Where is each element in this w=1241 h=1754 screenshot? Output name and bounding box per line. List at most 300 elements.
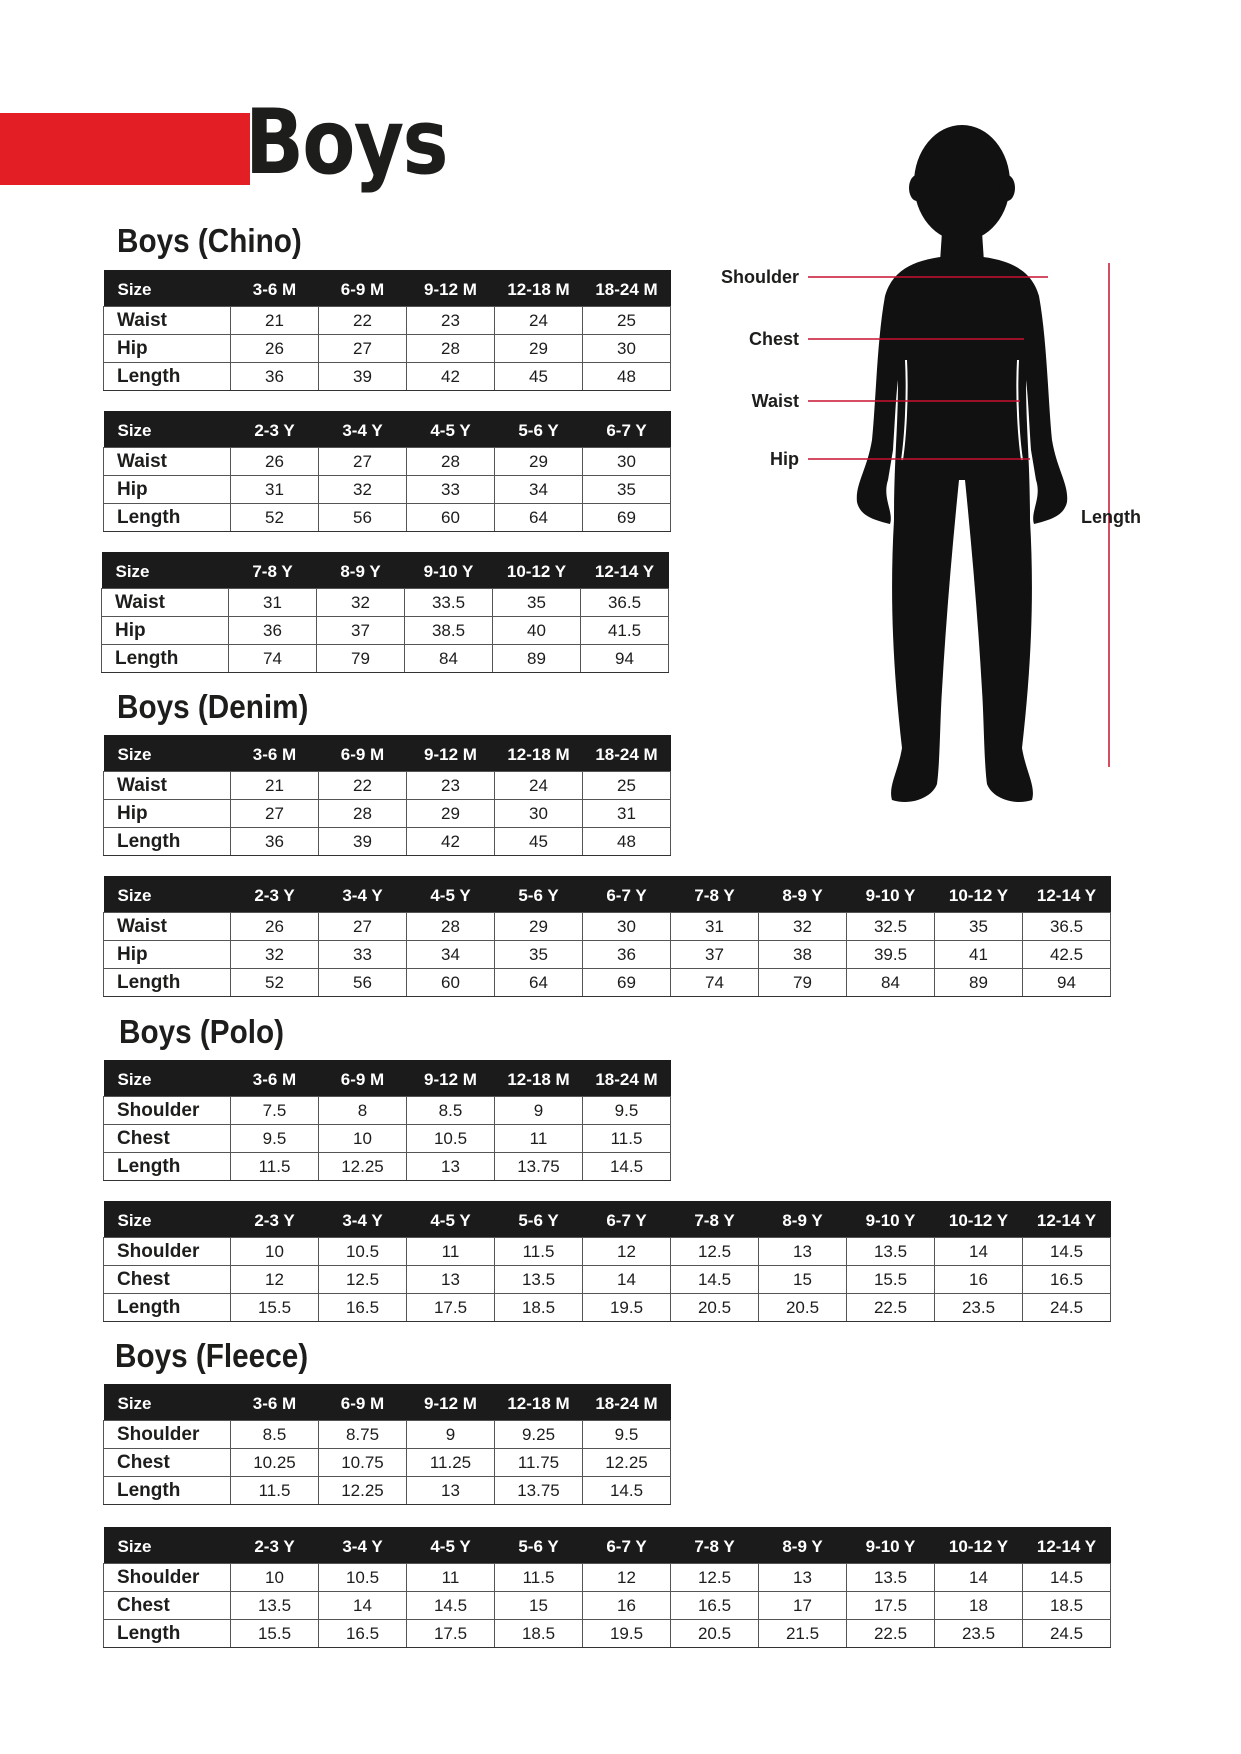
table-cell: 11 <box>495 1125 583 1153</box>
table-cell: 14.5 <box>583 1477 671 1505</box>
table-header-row <box>104 1201 1111 1238</box>
size-header: 6-7 Y <box>583 411 671 448</box>
table-cell: 16.5 <box>671 1592 759 1620</box>
table-cell: 13.5 <box>495 1266 583 1294</box>
table-cell: 12.25 <box>319 1153 407 1181</box>
table-cell: 21 <box>231 307 319 335</box>
size-header: 7-8 Y <box>229 552 317 589</box>
table-row <box>104 1592 1111 1620</box>
table-cell: 35 <box>493 589 581 617</box>
table-cell: 32.5 <box>847 913 935 941</box>
size-header: 9-10 Y <box>405 552 493 589</box>
table-cell: 15.5 <box>847 1266 935 1294</box>
table-cell: 19.5 <box>583 1294 671 1322</box>
table-cell: 26 <box>231 335 319 363</box>
size-table <box>103 876 1111 997</box>
table-cell: 11.5 <box>231 1477 319 1505</box>
table-cell: 41 <box>935 941 1023 969</box>
table-cell: 31 <box>671 913 759 941</box>
size-header-label: Size <box>104 1527 231 1564</box>
table-cell: 28 <box>319 800 407 828</box>
row-label: Length <box>104 1477 231 1505</box>
table-cell: 32 <box>319 476 407 504</box>
size-header: 7-8 Y <box>671 1201 759 1238</box>
hip-label: Hip <box>770 449 799 469</box>
table-cell: 27 <box>319 913 407 941</box>
size-header: 6-9 M <box>319 1384 407 1421</box>
size-header: 3-6 M <box>231 1384 319 1421</box>
table-cell: 36 <box>231 363 319 391</box>
table-cell: 40 <box>493 617 581 645</box>
body-measurement-figure <box>0 0 1241 820</box>
table-cell: 13 <box>759 1238 847 1266</box>
table-cell: 84 <box>405 645 493 673</box>
table-header-row <box>104 1384 671 1421</box>
size-header-label: Size <box>104 1384 231 1421</box>
page-title: Boys <box>245 90 447 195</box>
row-label: Length <box>104 1620 231 1648</box>
table-cell: 14.5 <box>407 1592 495 1620</box>
table-cell: 30 <box>583 335 671 363</box>
table-cell: 52 <box>231 969 319 997</box>
row-label: Chest <box>104 1592 231 1620</box>
table-cell: 13.75 <box>495 1477 583 1505</box>
size-header: 10-12 Y <box>935 1201 1023 1238</box>
table-cell: 12.5 <box>671 1238 759 1266</box>
size-header: 12-18 M <box>495 1384 583 1421</box>
table-cell: 16 <box>935 1266 1023 1294</box>
table-cell: 9.5 <box>583 1097 671 1125</box>
section-title-denim: Boys (Denim) <box>117 688 309 725</box>
table-cell: 9.5 <box>231 1125 319 1153</box>
size-header-label: Size <box>104 411 231 448</box>
size-header: 8-9 Y <box>759 876 847 913</box>
table-cell: 45 <box>495 828 583 856</box>
table-header-row <box>104 876 1111 913</box>
size-header: 18-24 M <box>583 1384 671 1421</box>
table-cell: 27 <box>319 335 407 363</box>
size-table <box>103 1201 1111 1322</box>
size-header: 10-12 Y <box>935 876 1023 913</box>
table-cell: 14.5 <box>1023 1238 1111 1266</box>
size-header: 12-18 M <box>495 1060 583 1097</box>
size-header-label: Size <box>104 876 231 913</box>
table-cell: 36 <box>231 828 319 856</box>
size-header: 3-4 Y <box>319 411 407 448</box>
row-label: Shoulder <box>104 1421 231 1449</box>
size-header: 9-12 M <box>407 270 495 307</box>
row-label: Length <box>104 1153 231 1181</box>
table-header-row <box>104 1060 671 1097</box>
size-header-label: Size <box>104 735 231 772</box>
table-cell: 13.5 <box>847 1238 935 1266</box>
table-cell: 7.5 <box>231 1097 319 1125</box>
row-label: Shoulder <box>104 1097 231 1125</box>
size-header: 3-6 M <box>231 1060 319 1097</box>
chest-label: Chest <box>748 329 799 349</box>
table-cell: 29 <box>407 800 495 828</box>
table-cell: 45 <box>495 363 583 391</box>
table-cell: 21 <box>231 772 319 800</box>
table-cell: 20.5 <box>671 1620 759 1648</box>
table-cell: 15.5 <box>231 1294 319 1322</box>
table-cell: 15 <box>495 1592 583 1620</box>
table-cell: 13 <box>407 1477 495 1505</box>
table-cell: 12.25 <box>319 1477 407 1505</box>
table-cell: 37 <box>317 617 405 645</box>
size-header: 2-3 Y <box>231 411 319 448</box>
size-header-label: Size <box>104 270 231 307</box>
length-label: Length <box>1081 507 1141 527</box>
table-cell: 39.5 <box>847 941 935 969</box>
table-cell: 25 <box>583 307 671 335</box>
table-cell: 18 <box>935 1592 1023 1620</box>
table-cell: 14.5 <box>671 1266 759 1294</box>
table-cell: 42.5 <box>1023 941 1111 969</box>
table-cell: 15 <box>759 1266 847 1294</box>
child-silhouette <box>857 125 1067 802</box>
row-label: Waist <box>102 589 229 617</box>
size-header: 3-4 Y <box>319 1527 407 1564</box>
size-header: 3-4 Y <box>319 876 407 913</box>
table-cell: 14.5 <box>583 1153 671 1181</box>
size-header: 4-5 Y <box>407 1527 495 1564</box>
table-row <box>104 969 1111 997</box>
table-cell: 8.5 <box>407 1097 495 1125</box>
table-cell: 12 <box>583 1564 671 1592</box>
table-row <box>104 1238 1111 1266</box>
table-cell: 23 <box>407 307 495 335</box>
table-cell: 18.5 <box>495 1620 583 1648</box>
table-row <box>104 1620 1111 1648</box>
row-label: Length <box>102 645 229 673</box>
table-cell: 17.5 <box>407 1294 495 1322</box>
table-cell: 29 <box>495 335 583 363</box>
row-label: Waist <box>104 913 231 941</box>
table-row <box>104 1097 671 1125</box>
size-header: 4-5 Y <box>407 876 495 913</box>
table-cell: 69 <box>583 969 671 997</box>
table-cell: 48 <box>583 828 671 856</box>
row-label: Shoulder <box>104 1564 231 1592</box>
size-header: 12-14 Y <box>1023 1201 1111 1238</box>
size-header: 18-24 M <box>583 1060 671 1097</box>
size-header: 4-5 Y <box>407 411 495 448</box>
table-cell: 13.5 <box>847 1564 935 1592</box>
shoulder-label: Shoulder <box>720 267 799 287</box>
size-header: 18-24 M <box>583 270 671 307</box>
table-cell: 33 <box>407 476 495 504</box>
table-cell: 32 <box>317 589 405 617</box>
table-cell: 29 <box>495 448 583 476</box>
table-cell: 36.5 <box>581 589 669 617</box>
size-header: 5-6 Y <box>495 876 583 913</box>
size-header: 6-7 Y <box>583 876 671 913</box>
table-row <box>104 913 1111 941</box>
table-cell: 18.5 <box>495 1294 583 1322</box>
table-cell: 24.5 <box>1023 1620 1111 1648</box>
size-header: 9-10 Y <box>847 876 935 913</box>
table-cell: 34 <box>407 941 495 969</box>
row-label: Hip <box>104 335 231 363</box>
table-row <box>104 941 1111 969</box>
table-cell: 33 <box>319 941 407 969</box>
table-row <box>104 1564 1111 1592</box>
table-cell: 39 <box>319 828 407 856</box>
measurement-lines <box>808 263 1109 767</box>
table-cell: 23.5 <box>935 1620 1023 1648</box>
table-cell: 19.5 <box>583 1620 671 1648</box>
size-table <box>103 1527 1111 1648</box>
table-cell: 25 <box>583 772 671 800</box>
table-cell: 10.75 <box>319 1449 407 1477</box>
row-label: Waist <box>104 307 231 335</box>
table-cell: 56 <box>319 969 407 997</box>
table-cell: 16.5 <box>319 1294 407 1322</box>
row-label: Waist <box>104 448 231 476</box>
row-label: Waist <box>104 772 231 800</box>
table-cell: 42 <box>407 828 495 856</box>
size-table <box>103 1384 671 1505</box>
table-cell: 11.25 <box>407 1449 495 1477</box>
table-cell: 13 <box>407 1153 495 1181</box>
table-cell: 20.5 <box>759 1294 847 1322</box>
table-cell: 56 <box>319 504 407 532</box>
size-header: 3-4 Y <box>319 1201 407 1238</box>
table-cell: 69 <box>583 504 671 532</box>
size-table <box>103 1060 671 1181</box>
size-header: 3-6 M <box>231 735 319 772</box>
table-cell: 60 <box>407 504 495 532</box>
size-header-label: Size <box>104 1201 231 1238</box>
size-header: 6-7 Y <box>583 1527 671 1564</box>
table-cell: 94 <box>1023 969 1111 997</box>
row-label: Hip <box>104 476 231 504</box>
table-cell: 32 <box>759 913 847 941</box>
table-cell: 11 <box>407 1564 495 1592</box>
row-label: Length <box>104 969 231 997</box>
table-cell: 37 <box>671 941 759 969</box>
size-header: 7-8 Y <box>671 1527 759 1564</box>
table-cell: 13.75 <box>495 1153 583 1181</box>
table-cell: 22.5 <box>847 1620 935 1648</box>
table-cell: 42 <box>407 363 495 391</box>
table-cell: 16.5 <box>1023 1266 1111 1294</box>
size-header: 5-6 Y <box>495 1201 583 1238</box>
table-cell: 16 <box>583 1592 671 1620</box>
table-cell: 28 <box>407 448 495 476</box>
table-cell: 64 <box>495 969 583 997</box>
table-cell: 14 <box>935 1564 1023 1592</box>
table-row <box>104 1266 1111 1294</box>
size-header: 12-14 Y <box>1023 876 1111 913</box>
table-cell: 79 <box>317 645 405 673</box>
section-title-fleece: Boys (Fleece) <box>115 1337 309 1374</box>
table-cell: 38 <box>759 941 847 969</box>
table-cell: 30 <box>583 448 671 476</box>
table-cell: 52 <box>231 504 319 532</box>
table-cell: 35 <box>583 476 671 504</box>
table-cell: 24 <box>495 307 583 335</box>
size-header: 4-5 Y <box>407 1201 495 1238</box>
size-header: 12-14 Y <box>1023 1527 1111 1564</box>
section-title-chino: Boys (Chino) <box>117 222 302 259</box>
row-label: Chest <box>104 1125 231 1153</box>
table-cell: 8.75 <box>319 1421 407 1449</box>
table-cell: 10.5 <box>319 1238 407 1266</box>
row-label: Length <box>104 504 231 532</box>
table-cell: 9 <box>407 1421 495 1449</box>
table-row <box>104 1294 1111 1322</box>
table-cell: 12.5 <box>671 1564 759 1592</box>
table-cell: 41.5 <box>581 617 669 645</box>
size-header: 2-3 Y <box>231 1527 319 1564</box>
table-cell: 10 <box>319 1125 407 1153</box>
table-cell: 89 <box>493 645 581 673</box>
table-cell: 29 <box>495 913 583 941</box>
table-cell: 48 <box>583 363 671 391</box>
table-cell: 10 <box>231 1238 319 1266</box>
size-header: 5-6 Y <box>495 1527 583 1564</box>
table-cell: 11.5 <box>231 1153 319 1181</box>
row-label: Shoulder <box>104 1238 231 1266</box>
table-cell: 14 <box>319 1592 407 1620</box>
table-cell: 11.5 <box>583 1125 671 1153</box>
size-header: 6-9 M <box>319 1060 407 1097</box>
table-cell: 60 <box>407 969 495 997</box>
size-header: 12-14 Y <box>581 552 669 589</box>
table-cell: 31 <box>229 589 317 617</box>
table-row <box>104 1421 671 1449</box>
table-cell: 17.5 <box>407 1620 495 1648</box>
table-cell: 11.5 <box>495 1238 583 1266</box>
size-header: 9-10 Y <box>847 1527 935 1564</box>
row-label: Hip <box>104 800 231 828</box>
size-header: 2-3 Y <box>231 1201 319 1238</box>
table-cell: 8 <box>319 1097 407 1125</box>
table-cell: 30 <box>495 800 583 828</box>
table-cell: 10.25 <box>231 1449 319 1477</box>
table-cell: 11.75 <box>495 1449 583 1477</box>
table-cell: 10.5 <box>319 1564 407 1592</box>
table-cell: 84 <box>847 969 935 997</box>
table-cell: 74 <box>229 645 317 673</box>
table-cell: 14 <box>583 1266 671 1294</box>
size-header: 6-7 Y <box>583 1201 671 1238</box>
table-cell: 94 <box>581 645 669 673</box>
table-row <box>104 1125 671 1153</box>
size-header: 3-6 M <box>231 270 319 307</box>
table-cell: 22 <box>319 307 407 335</box>
table-cell: 36.5 <box>1023 913 1111 941</box>
table-cell: 12.25 <box>583 1449 671 1477</box>
table-cell: 36 <box>229 617 317 645</box>
table-cell: 39 <box>319 363 407 391</box>
table-cell: 17 <box>759 1592 847 1620</box>
size-header: 6-9 M <box>319 735 407 772</box>
size-header: 9-10 Y <box>847 1201 935 1238</box>
row-label: Length <box>104 1294 231 1322</box>
table-cell: 24.5 <box>1023 1294 1111 1322</box>
size-header: 6-9 M <box>319 270 407 307</box>
table-cell: 74 <box>671 969 759 997</box>
table-cell: 28 <box>407 913 495 941</box>
table-cell: 33.5 <box>405 589 493 617</box>
table-cell: 10 <box>231 1564 319 1592</box>
table-cell: 23.5 <box>935 1294 1023 1322</box>
row-label: Length <box>104 363 231 391</box>
table-cell: 13 <box>407 1266 495 1294</box>
size-header: 18-24 M <box>583 735 671 772</box>
table-cell: 14.5 <box>1023 1564 1111 1592</box>
section-title-polo: Boys (Polo) <box>119 1013 285 1050</box>
table-cell: 26 <box>231 913 319 941</box>
size-header: 12-18 M <box>495 735 583 772</box>
table-row <box>104 1477 671 1505</box>
table-cell: 9.25 <box>495 1421 583 1449</box>
size-header: 9-12 M <box>407 735 495 772</box>
table-cell: 8.5 <box>231 1421 319 1449</box>
table-cell: 20.5 <box>671 1294 759 1322</box>
table-row <box>104 1153 671 1181</box>
table-cell: 9.5 <box>583 1421 671 1449</box>
size-header-label: Size <box>104 1060 231 1097</box>
table-cell: 15.5 <box>231 1620 319 1648</box>
table-cell: 64 <box>495 504 583 532</box>
size-header: 5-6 Y <box>495 411 583 448</box>
size-header: 10-12 Y <box>935 1527 1023 1564</box>
table-cell: 12 <box>231 1266 319 1294</box>
table-cell: 27 <box>319 448 407 476</box>
size-header: 2-3 Y <box>231 876 319 913</box>
table-cell: 32 <box>231 941 319 969</box>
row-label: Hip <box>104 941 231 969</box>
table-cell: 35 <box>935 913 1023 941</box>
table-cell: 18.5 <box>1023 1592 1111 1620</box>
table-cell: 26 <box>231 448 319 476</box>
size-header: 8-9 Y <box>317 552 405 589</box>
table-cell: 11 <box>407 1238 495 1266</box>
size-header-label: Size <box>102 552 229 589</box>
size-header: 9-12 M <box>407 1060 495 1097</box>
table-cell: 17.5 <box>847 1592 935 1620</box>
table-cell: 35 <box>495 941 583 969</box>
table-cell: 12 <box>583 1238 671 1266</box>
size-header: 10-12 Y <box>493 552 581 589</box>
table-cell: 14 <box>935 1238 1023 1266</box>
table-cell: 38.5 <box>405 617 493 645</box>
table-cell: 28 <box>407 335 495 363</box>
row-label: Chest <box>104 1449 231 1477</box>
table-cell: 36 <box>583 941 671 969</box>
table-cell: 31 <box>583 800 671 828</box>
size-header: 8-9 Y <box>759 1527 847 1564</box>
row-label: Hip <box>102 617 229 645</box>
row-label: Length <box>104 828 231 856</box>
waist-label: Waist <box>751 391 799 411</box>
table-cell: 22.5 <box>847 1294 935 1322</box>
table-cell: 10.5 <box>407 1125 495 1153</box>
table-cell: 27 <box>231 800 319 828</box>
size-header: 12-18 M <box>495 270 583 307</box>
table-cell: 13 <box>759 1564 847 1592</box>
size-header: 7-8 Y <box>671 876 759 913</box>
table-cell: 23 <box>407 772 495 800</box>
table-cell: 13.5 <box>231 1592 319 1620</box>
size-header: 9-12 M <box>407 1384 495 1421</box>
table-header-row <box>104 1527 1111 1564</box>
table-cell: 31 <box>231 476 319 504</box>
